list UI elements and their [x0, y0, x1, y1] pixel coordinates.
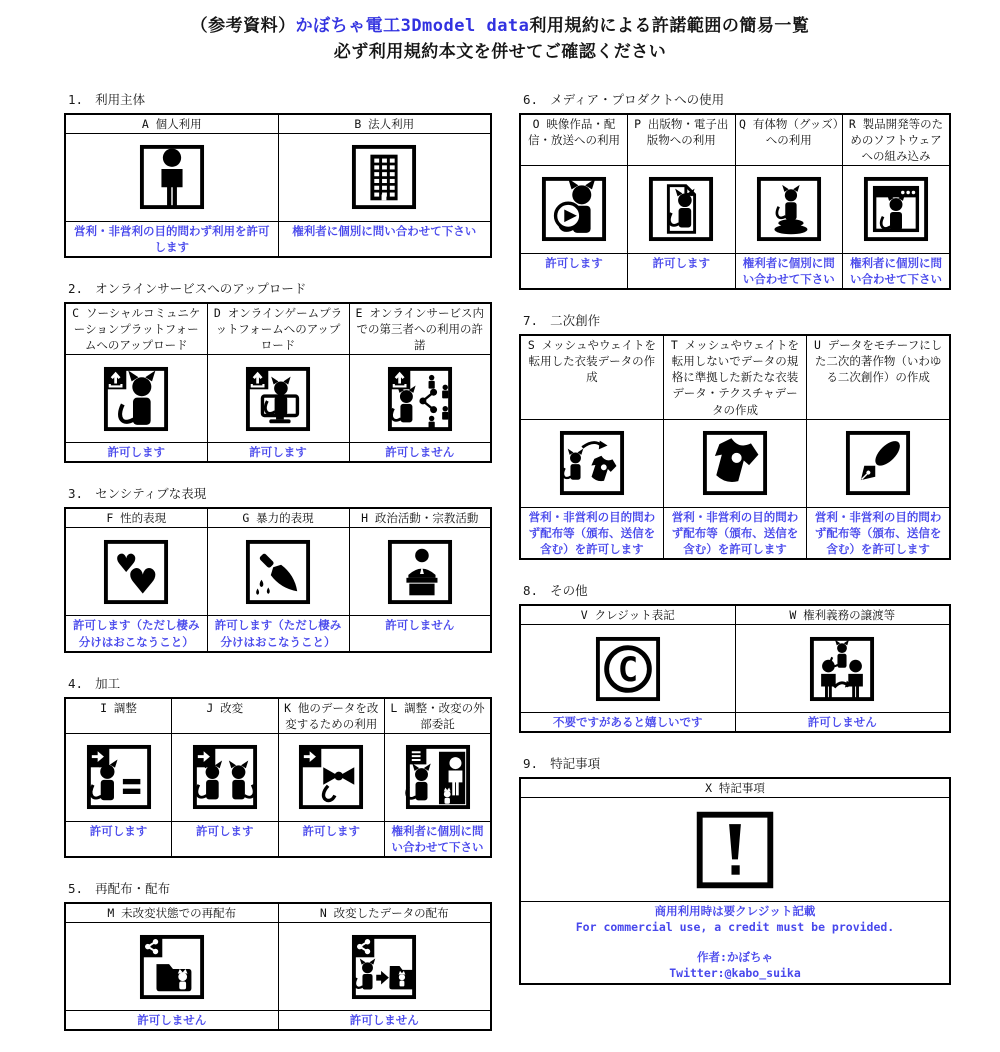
content-columns [0, 66, 1000, 1052]
icon-cell [172, 733, 279, 821]
permission-text: 権利者に個別に問い合わせて下さい [278, 221, 491, 257]
section-number: 6. [523, 91, 539, 107]
category-header: V クレジット表記 [520, 605, 735, 625]
icon-cell [735, 625, 950, 713]
icon-cell [278, 733, 385, 821]
icon-cell [349, 355, 491, 443]
permission-text: 許可しません [278, 1011, 491, 1031]
icon-cell [520, 419, 663, 507]
permission-text: 権利者に個別に問い合わせて下さい [735, 253, 843, 289]
section-number: 7. [523, 313, 539, 329]
share-third-party-icon [387, 366, 453, 432]
section-6 [519, 90, 951, 290]
category-header: E オンラインサービス内での第三者への利用の許諾 [349, 303, 491, 355]
section-5 [64, 879, 492, 1031]
category-header: B 法人利用 [278, 114, 491, 134]
category-header: L 調整・改変の外部委託 [385, 698, 492, 734]
section-9 [519, 754, 951, 984]
section-title: 利用主体 [95, 91, 146, 107]
icon-cell [520, 798, 950, 902]
permission-text: 営利・非営利の目的問わず利用を許可します [65, 221, 278, 257]
icon-cell [65, 133, 278, 221]
permission-table [64, 697, 492, 858]
pen-derivative-icon [845, 430, 911, 496]
permission-text: 許可します [207, 443, 349, 463]
section-number: 2. [68, 280, 84, 296]
permission-text: 許可しません [735, 713, 950, 733]
right-column [519, 90, 951, 1006]
icon-cell [385, 733, 492, 821]
permission-text: 許可します（ただし棲み分けはおこなうこと） [65, 616, 207, 652]
category-header: G 暴力的表現 [207, 508, 349, 528]
category-header: M 未改変状態での再配布 [65, 903, 278, 923]
category-header: N 改変したデータの配布 [278, 903, 491, 923]
permission-text: 許可しません [349, 616, 491, 652]
category-header: X 特記事項 [520, 778, 950, 798]
video-play-icon [541, 176, 607, 242]
page-title [0, 0, 1000, 66]
permission-table [519, 604, 951, 733]
section-heading [68, 279, 492, 297]
title-brand: かぼちゃ電工3Dmodel data [295, 16, 530, 36]
permission-table [519, 777, 951, 984]
permission-text: 許可します [278, 821, 385, 857]
section-title: 二次創作 [550, 313, 601, 329]
upload-cat-icon [103, 366, 169, 432]
icon-cell [278, 133, 491, 221]
modify-other-data-icon [298, 744, 364, 810]
title-prefix: （参考資料） [190, 16, 296, 36]
section-heading [523, 311, 951, 329]
svg-text:♥: ♥ [115, 548, 138, 578]
permission-text: 許可します [628, 253, 736, 289]
publication-document-icon [648, 176, 714, 242]
category-header: O 映像作品・配信・放送への利用 [520, 114, 628, 166]
svg-text:♥: ♥ [127, 562, 159, 603]
permission-table [519, 334, 951, 560]
section-7 [519, 311, 951, 560]
category-header: A 個人利用 [65, 114, 278, 134]
category-header: H 政治活動・宗教活動 [349, 508, 491, 528]
icon-cell [278, 923, 491, 1011]
section-heading [523, 90, 951, 108]
category-header: W 権利義務の譲渡等 [735, 605, 950, 625]
icon-cell [735, 165, 843, 253]
software-window-icon [863, 176, 929, 242]
person-icon [139, 144, 205, 210]
icon-cell [628, 165, 736, 253]
section-number: 5. [68, 881, 84, 896]
category-header: C ソーシャルコミュニケーションプラットフォームへのアップロード [65, 303, 207, 355]
section-title: 再配布・配布 [95, 881, 171, 896]
permission-line: Twitter:@kabo_suika [669, 966, 801, 981]
hearts-icon [103, 539, 169, 605]
section-title: 特記事項 [550, 756, 601, 772]
permission-table [64, 507, 492, 652]
costume-reuse-icon [559, 430, 625, 496]
section-title: 加工 [95, 675, 121, 691]
permission-text: 営利・非営利の目的問わず配布等（頒布、送信を含む）を許可します [807, 507, 950, 559]
podium-speech-icon [387, 539, 453, 605]
section-4 [64, 674, 492, 858]
icon-cell [65, 733, 172, 821]
section-number: 8. [523, 582, 539, 598]
permission-line: For commercial use, a credit must be provided. [575, 920, 895, 935]
permission-table [64, 302, 492, 463]
category-header: P 出版物・電子出版物への利用 [628, 114, 736, 166]
left-column [64, 90, 492, 1052]
section-heading [68, 674, 492, 692]
section-number: 9. [523, 756, 539, 772]
title-line1 [0, 13, 1000, 39]
permission-line: 商用利用時は要クレジット記載 [654, 904, 816, 919]
icon-cell [520, 165, 628, 253]
section-title: その他 [550, 582, 588, 598]
outsource-door-icon [405, 744, 471, 810]
icon-cell [349, 528, 491, 616]
permission-text [520, 902, 950, 984]
permission-line [524, 935, 946, 949]
icon-cell [65, 923, 278, 1011]
section-2 [64, 279, 492, 463]
distribute-modified-icon [351, 934, 417, 1000]
section-8 [519, 581, 951, 733]
section-heading [523, 754, 951, 772]
permission-text: 権利者に個別に問い合わせて下さい [385, 821, 492, 857]
category-header: K 他のデータを改変するための利用 [278, 698, 385, 734]
icon-cell [663, 419, 806, 507]
section-number: 1. [68, 91, 84, 107]
section-heading [68, 90, 492, 108]
permission-text: 許可しません [349, 443, 491, 463]
category-header: U データをモチーフにした二次的著作物（いわゆる二次創作）の作成 [807, 335, 950, 419]
icon-cell [807, 419, 950, 507]
icon-cell [843, 165, 951, 253]
section-heading [523, 581, 951, 599]
title-suffix: 利用規約による許諾範囲の簡易一覧 [529, 16, 810, 36]
permission-table [519, 113, 951, 290]
icon-cell [520, 625, 735, 713]
section-3 [64, 484, 492, 652]
section-number: 3. [68, 486, 84, 502]
category-header: D オンラインゲームプラットフォームへのアップロード [207, 303, 349, 355]
category-header: Q 有体物（グッズ）への利用 [735, 114, 843, 166]
permission-text: 権利者に個別に問い合わせて下さい [843, 253, 951, 289]
permission-text: 許可します（ただし棲み分けはおこなうこと） [207, 616, 349, 652]
permission-text: 許可しません [65, 1011, 278, 1031]
section-1 [64, 90, 492, 258]
category-header: F 性的表現 [65, 508, 207, 528]
section-heading [68, 879, 492, 897]
permission-text: 不要ですがあると嬉しいです [520, 713, 735, 733]
exclamation-icon [695, 810, 775, 890]
copyright-icon [595, 636, 661, 702]
section-title: オンラインサービスへのアップロード [95, 280, 307, 296]
section-title: センシティブな表現 [95, 486, 207, 502]
permission-text: 営利・非営利の目的問わず配布等（頒布、送信を含む）を許可します [663, 507, 806, 559]
permission-text: 許可します [520, 253, 628, 289]
upload-game-monitor-icon [245, 366, 311, 432]
category-header: R 製品開発等のためのソフトウェアへの組み込み [843, 114, 951, 166]
icon-cell [207, 355, 349, 443]
permission-table [64, 902, 492, 1031]
permission-table [64, 113, 492, 258]
category-header: J 改変 [172, 698, 279, 734]
rights-transfer-icon [809, 636, 875, 702]
icon-cell [207, 528, 349, 616]
section-title: メディア・プロダクトへの使用 [550, 91, 725, 107]
redistribute-folder-icon [139, 934, 205, 1000]
category-header: T メッシュやウェイトを転用しないでデータの規格に準拠した新たな衣装データ・テクスチャデータの作成 [663, 335, 806, 419]
section-heading [68, 484, 492, 502]
permission-text: 許可します [65, 821, 172, 857]
costume-new-icon [702, 430, 768, 496]
knife-icon [245, 539, 311, 605]
icon-cell [65, 528, 207, 616]
category-header: S メッシュやウェイトを転用した衣装データの作成 [520, 335, 663, 419]
permission-text: 許可します [65, 443, 207, 463]
permission-text: 営利・非営利の目的問わず配布等（頒布、送信を含む）を許可します [520, 507, 663, 559]
category-header: I 調整 [65, 698, 172, 734]
permission-text: 許可します [172, 821, 279, 857]
title-subtitle: 必ず利用規約本文を併せてご確認ください [333, 42, 667, 63]
adjust-equal-icon [86, 744, 152, 810]
svg-text:C: C [617, 649, 638, 690]
goods-figurine-icon [756, 176, 822, 242]
section-number: 4. [68, 675, 84, 691]
modify-cats-icon [192, 744, 258, 810]
permission-line: 作者:かぼちゃ [697, 950, 773, 965]
building-icon [351, 144, 417, 210]
icon-cell [65, 355, 207, 443]
